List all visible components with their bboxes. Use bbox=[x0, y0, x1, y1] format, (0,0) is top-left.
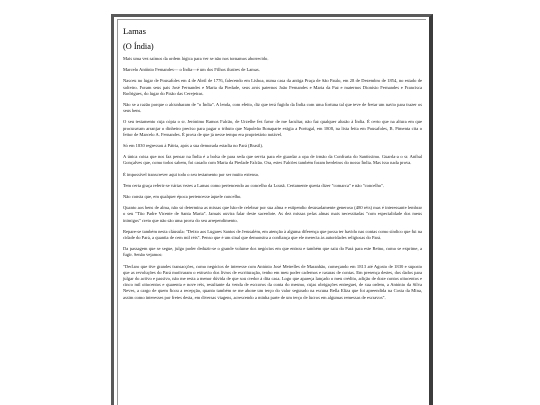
document-subtitle: (O Índia) bbox=[123, 42, 154, 51]
paragraph-9: Tem certa graça referir-se várias vezes a Lamas como pertencendo ao concelho da Lousã. Certamente queria dizer "comarca" e não "concelho". bbox=[123, 182, 384, 188]
paragraph-2: Marcelo Antônio Fernandes— o Índia—é um dos Filhos ilustres de Lamas. bbox=[123, 67, 260, 73]
document-page[interactable] bbox=[117, 19, 426, 405]
paragraph-4: Não se a razão porque o alcunharam de "o Índia". A lenda, com efeito, diz que terá fugido da Índia com uma fortuna tal que teve de fretar um navio para trazer os seus bens. bbox=[123, 102, 422, 114]
document-window bbox=[111, 14, 433, 405]
paragraph-13: Da passagem que se segue, julgo poder deduzir-se o grande volume dos negócios em que entrou e também que saiu do Pará para este Reino, como se exprime, a fugir. Senão vejamos: bbox=[123, 246, 422, 258]
paragraph-14: "Declaro que tive grandes transacções, como negócios de interesse com António José Meirelles de Maranhão, começando em 1813 até Agosto de 1830 e suposto que as revoluções do Pará motivaram o extravio dos livros de escrituração, tenho em meu poder cadernos e rasuras de contas. Em presença destes, dos dados para julgar do activo e passivo, não me resta a menor dúvida de que sou credor à dita casa. Logo que apareça lançado o meu crédito, adição de doze contos oitocentos e cinco mil oitocentos e quarenta e nove réis, resultante da venda de escravos da conta do mesmo, cujas obrigações entreguei, de sua ordem, a António da Silva Neves, a cargo de quem ficou a recepção, quanto também se me abone um terço do valor segurado na escuna Bella Eliza que foi apreendida na Costa da Mina, assim como interesses por fretes desta, em diversas viagens, acrescendo a minha parte de um terço de lucros em algumas remessas de escravos". bbox=[123, 263, 422, 300]
paragraph-5: O seu testamento cuja cópia o sr. Jerónimo Ramos Falcão, de Urzelhe fez favor de me facultar, não faz qualquer alusão à Índia. É certo que na altura em que procuravam arranjar o dinheiro preciso para pagar o tributo que Napoleão Bonaparte exigia a Portugal, em 1808, na lista feita em Pousafoles, B. Pimenta cita o feitor de Marcelo A. Fernandes. É prova de que já nesse tempo era proprietário notável. bbox=[123, 119, 422, 137]
document-title: Lamas bbox=[123, 26, 146, 36]
paragraph-11: Quanto aos bens de alma, não só determina as missas que hão-de celebrar por sua alma e estipendio desusadamente generoso (480 réis) mas é interessante lembrar o seu "Tiio Padre Vicente de Santa Maria". Jamais ouvira falar deste sacerdote. As dez missas pelas almas mais necessitadas "com especialidade dos meus inimigos" creio que não são uma prova do seu arrependimento. bbox=[123, 205, 422, 223]
paragraph-10: Não consta que, em qualquer época pertencesse àquele concelho. bbox=[123, 194, 242, 200]
paragraph-7: A única coisa que nos faz pensar na Índia é a bolsa de para seda que servia para ele guardar a opa de irmão da Confraria do Santíssimo. Guarda-a o sr. Aníbal Gonçalves que, como todos sabem, foi casado com Maria da Piedade Falcão. Ora, estes Falcões também foram herdeiros do nosso Índia. Mas isso nada prova. bbox=[123, 154, 422, 166]
paragraph-12: Repare-se também nesta cláusula: "Deixo aos Lugares Santos de Jerusalém, em atenção à alguma diferença que possa ter havido nas contas como síndico que fui na cidade do Pará, a quantia de cem mil réis". Penso que é um sinal que demonstra a confiança que ele merecia às autoridades religiosas do Pará. bbox=[123, 228, 422, 241]
paragraph-1: Mais uma vez saímos da ordem lógica para ver se não nos tornamos aborrecido. bbox=[123, 56, 269, 61]
paragraph-6: Só em 1830 regressou à Pátria, após a sua demorada estadia no Pará (Brasil). bbox=[123, 143, 264, 149]
paragraph-8: É impossível transcrever aqui todo o seu testamento por ser muito extenso. bbox=[123, 171, 260, 177]
paragraph-3: Nasceu no lugar de Pousafoles em 4 de Abril de 1776, falecendo em Lisboa, numa casa da antiga Praça de São Paulo, em 28 de Dezembro de 1854, no estado de solteiro. Foram seus pais José Fernandes e Maria da Piedade, seus avós paternos João Fernandes e Maria da Paz e maternos Dionísio Fernandes e Francisca Rodrigues, do lugar do Pisão das Cerejeiras. bbox=[123, 78, 422, 96]
